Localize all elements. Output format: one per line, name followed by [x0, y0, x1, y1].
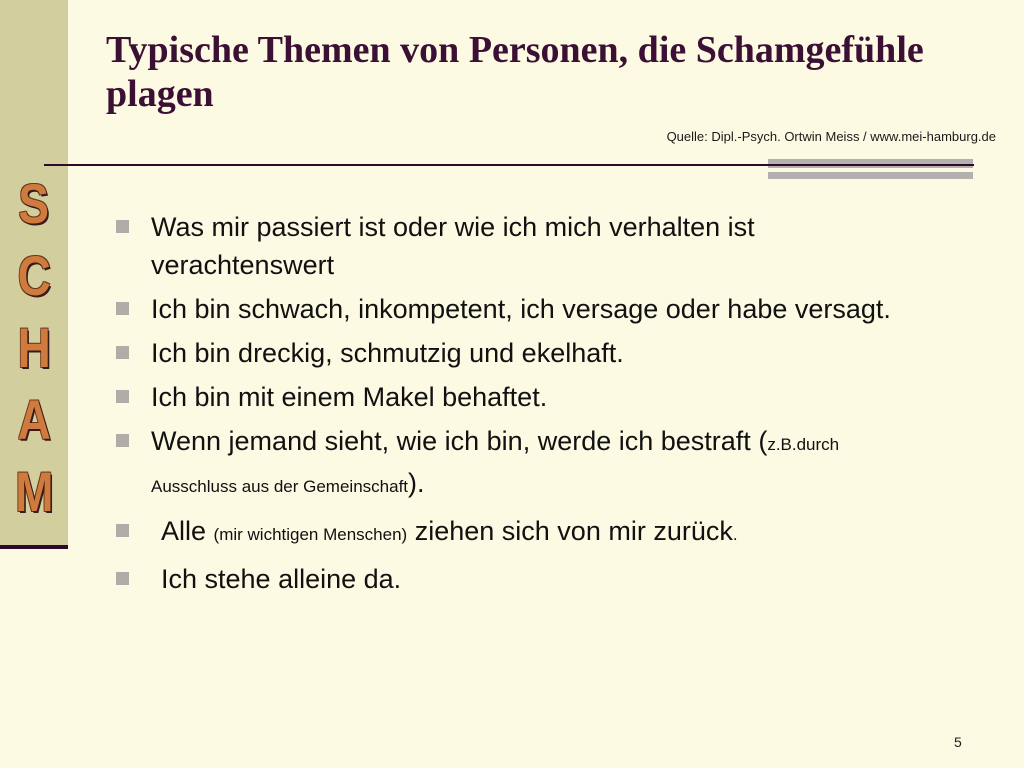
source-citation: Quelle: Dipl.-Psych. Ortwin Meiss / www.mei-hamburg.de	[666, 129, 996, 144]
paren-close: ).	[408, 468, 425, 498]
title-rule	[44, 164, 974, 166]
side-scham-letters	[0, 168, 68, 528]
square-bullet-icon	[116, 302, 129, 315]
side-letter-m: M	[14, 460, 54, 523]
side-letter-h: H	[17, 316, 51, 379]
list-item	[114, 512, 914, 554]
list-item	[114, 560, 914, 598]
bullet-text: Ich stehe alleine da.	[161, 564, 402, 594]
side-letter-c: C	[17, 244, 51, 307]
bullet-text: Wenn jemand sieht, wie ich bin, werde ich bestraft	[151, 426, 759, 456]
square-bullet-icon	[116, 572, 129, 585]
side-letter-s: S	[18, 172, 50, 235]
list-item	[114, 290, 914, 328]
side-letter-a: A	[17, 388, 51, 451]
square-bullet-icon	[116, 434, 129, 447]
page-number: 5	[954, 734, 962, 750]
square-bullet-icon	[116, 346, 129, 359]
bullet-text-continued: ziehen sich von mir zurück	[407, 516, 733, 546]
bullet-text: Ich bin dreckig, schmutzig und ekelhaft.	[151, 338, 624, 368]
list-item	[114, 422, 914, 506]
bullet-text: Ich bin schwach, inkompetent, ich versage oder habe versagt.	[151, 294, 891, 324]
paren-open: (	[758, 426, 768, 456]
bullet-text: Ich bin mit einem Makel behaftet.	[151, 382, 548, 412]
list-item	[114, 208, 914, 284]
side-band-underline	[0, 545, 68, 549]
bullet-list	[114, 208, 914, 604]
square-bullet-icon	[116, 524, 129, 537]
bullet-small-text: z.B.durch Ausschluss aus der Gemeinschaft	[151, 435, 840, 496]
bullet-text: Was mir passiert ist oder wie ich mich verhalten ist verachtenswert	[151, 212, 755, 280]
square-bullet-icon	[116, 220, 129, 233]
bullet-small-text: (mir wichtigen Menschen)	[213, 525, 408, 544]
square-bullet-icon	[116, 390, 129, 403]
slide-title: Typische Themen von Personen, die Schamgefühle plagen	[106, 29, 924, 115]
bullet-text: Alle	[161, 516, 214, 546]
bullet-end-punct: .	[732, 525, 738, 544]
title-rule-accent-bottom	[768, 172, 973, 179]
list-item	[114, 378, 914, 416]
list-item	[114, 334, 914, 372]
